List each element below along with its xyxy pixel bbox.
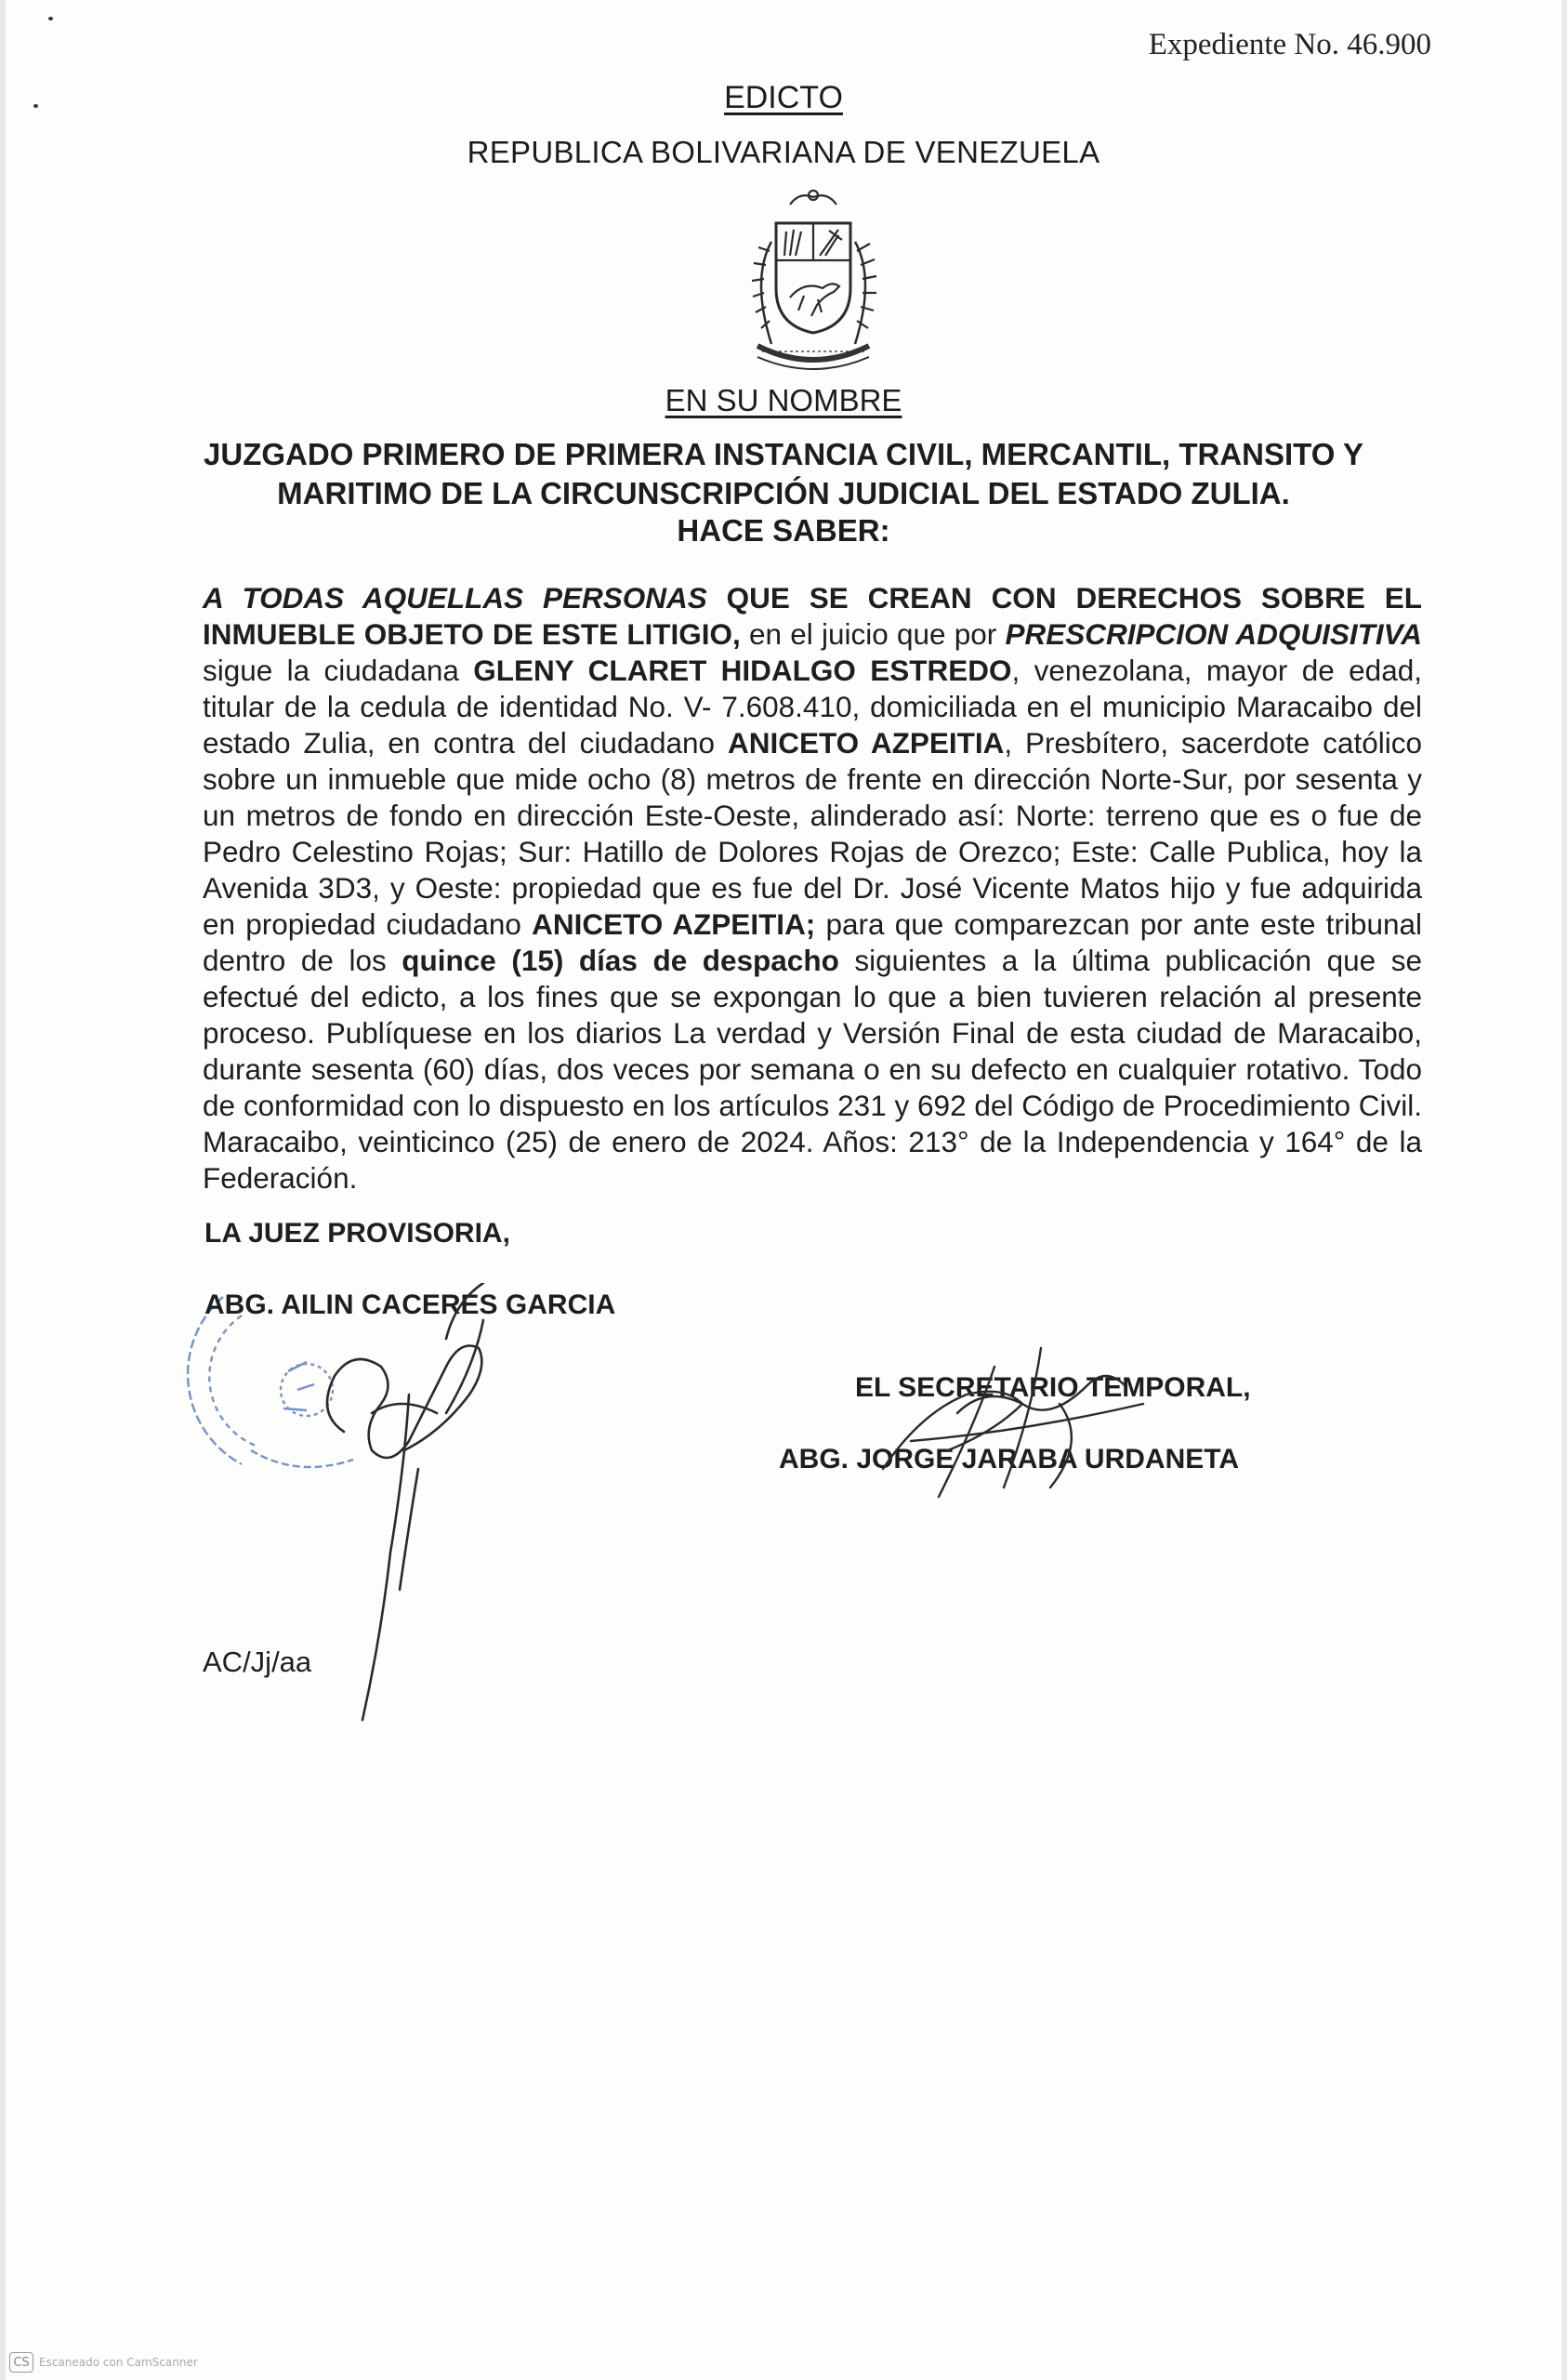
body-segment: ANICETO AZPEITIA bbox=[727, 726, 1005, 760]
expediente-number: Expediente No. 46.900 bbox=[1148, 28, 1431, 61]
scanner-watermark bbox=[9, 2352, 198, 2373]
secretary-signature bbox=[855, 1339, 1190, 1525]
body-segment: sigue la ciudadana bbox=[203, 654, 474, 687]
judge-name: ABG. AILIN CACERES GARCIA bbox=[204, 1289, 616, 1320]
edicto-heading: EDICTO bbox=[724, 80, 843, 115]
court-name bbox=[0, 435, 1567, 513]
body-segment: , venezolana, mayor de edad, titular de la cedula de identidad No. V- 7.608.410, domiciliada en el municipio Maracaibo del estado Zulia, en contra del ciudadano bbox=[203, 654, 1422, 760]
body-segment: GLENY CLARET HIDALGO ESTREDO bbox=[473, 654, 1012, 687]
body-segment: para que comparezcan por ante este tribunal dentro de los bbox=[203, 907, 1422, 977]
body-segment: en el juicio que por bbox=[740, 617, 1006, 651]
camscanner-logo-icon: CS bbox=[9, 2352, 33, 2373]
scanner-caption: Escaneado con CamScanner bbox=[39, 2356, 198, 2369]
scan-speck bbox=[48, 17, 53, 20]
body-segment: PRESCRIPCION ADQUISITIVA bbox=[1005, 617, 1423, 651]
body-segment: siguientes a la última publicación que se efectué del edicto, a los fines que se expongan lo que a bien tuvieren relación al presente proceso. Publíquese en los diarios La verdad y Versión Final de esta ciudad de Maracaibo, durante sesenta (60) días, dos veces por semana o en su defecto en cualquier rotativo. Todo de conformidad con lo dispuesto en los artículos 231 y 692 del Código de Procedimiento Civil. Maracaibo, veinticinco (25) de enero de 2024. Años: 213° de la Independencia y 164° de la Federación. bbox=[203, 944, 1422, 1195]
body-segment: A TODAS AQUELLAS PERSONAS bbox=[203, 581, 707, 615]
secretary-name: ABG. JORGE JARABA URDANETA bbox=[779, 1444, 1240, 1474]
edict-body bbox=[203, 580, 1422, 1197]
page-left-edge bbox=[0, 0, 6, 2380]
secretary-title: EL SECRETARIO TEMPORAL, bbox=[855, 1372, 1251, 1403]
document-initials: AC/Jj/aa bbox=[203, 1646, 312, 1678]
body-segment: QUE SE CREAN CON DERECHOS SOBRE EL INMUEBLE OBJETO DE ESTE LITIGIO, bbox=[203, 581, 1422, 651]
body-segment: , Presbítero, sacerdote católico sobre un inmueble que mide ocho (8) metros de frente en dirección Norte-Sur, por sesenta y un metros de fondo en dirección Este-Oeste, alinderado así: Norte: terreno que es o fue de Pedro Celestino Rojas; Sur: Hatillo de Dolores Rojas de Orezco; Este: Calle Publica, hoy la Avenida 3D3, y Oeste: propiedad que es fue del Dr. José Vicente Matos hijo y fue adquirida en propiedad ciudadano bbox=[203, 726, 1422, 941]
judge-signature bbox=[307, 1283, 567, 1729]
hace-saber-heading: HACE SABER: bbox=[677, 513, 890, 548]
body-segment: quince (15) días de despacho bbox=[402, 944, 839, 977]
republica-heading: REPUBLICA BOLIVARIANA DE VENEZUELA bbox=[467, 135, 1100, 169]
court-name-line-2: MARITIMO DE LA CIRCUNSCRIPCIÓN JUDICIAL DEL ESTADO ZULIA. bbox=[277, 476, 1290, 510]
body-segment: ANICETO AZPEITIA; bbox=[532, 907, 816, 941]
page-right-edge bbox=[1561, 0, 1567, 2380]
coat-of-arms-icon bbox=[725, 186, 902, 377]
judge-title: LA JUEZ PROVISORIA, bbox=[204, 1218, 510, 1249]
court-name-line-1: JUZGADO PRIMERO DE PRIMERA INSTANCIA CIVIL, MERCANTIL, TRANSITO Y bbox=[204, 437, 1363, 471]
en-su-nombre-heading: EN SU NOMBRE bbox=[665, 383, 902, 417]
